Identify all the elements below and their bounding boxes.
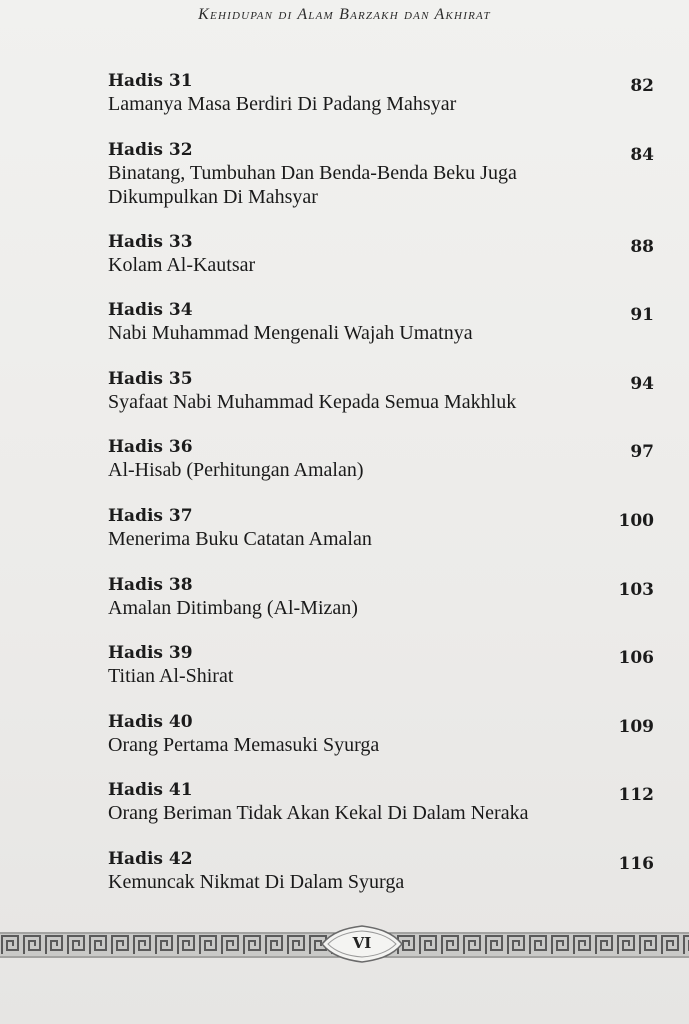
entry-page-number: 94: [630, 373, 654, 394]
entry-title: Hadis 39: [108, 643, 193, 664]
toc-entry: [108, 436, 654, 505]
entry-description: Al-Hisab (Perhitungan Amalan): [108, 459, 364, 482]
entry-title: Hadis 41: [108, 780, 193, 801]
entry-description: Amalan Ditimbang (Al-Mizan): [108, 596, 358, 619]
entry-title: Hadis 31: [108, 71, 193, 91]
table-of-contents: [108, 70, 654, 917]
toc-entry: [108, 779, 654, 848]
entry-description: Orang Beriman Tidak Akan Kekal Di Dalam Neraka: [108, 802, 529, 825]
entry-description: Lamanya Masa Berdiri Di Padang Mahsyar: [108, 93, 457, 115]
entry-title: Hadis 35: [108, 368, 193, 389]
entry-page-number: 106: [618, 648, 654, 669]
entry-description: Kolam Al-Kautsar: [108, 253, 256, 276]
page-folio: VI: [352, 934, 372, 952]
toc-entry: [108, 711, 654, 780]
toc-entry: [108, 574, 654, 643]
entry-description: Kemuncak Nikmat Di Dalam Syurga: [108, 870, 405, 893]
entry-page-number: 100: [618, 510, 654, 531]
toc-entry: [108, 139, 654, 231]
toc-entry: [108, 505, 654, 574]
toc-entry: [108, 299, 654, 368]
entry-page-number: 116: [618, 853, 654, 874]
entry-description: Syafaat Nabi Muhammad Kepada Semua Makhluk: [108, 390, 517, 413]
running-header: Kehidupan di Alam Barzakh dan Akhirat: [198, 6, 491, 23]
entry-page-number: 112: [618, 785, 654, 806]
entry-description: Orang Pertama Memasuki Syurga: [108, 733, 380, 756]
entry-title: Hadis 34: [108, 300, 193, 321]
entry-title: Hadis 37: [108, 505, 193, 526]
entry-description: Titian Al-Shirat: [108, 665, 234, 688]
entry-description: Nabi Muhammad Mengenali Wajah Umatnya: [108, 322, 473, 345]
entry-page-number: 91: [630, 305, 654, 326]
entry-title: Hadis 33: [108, 231, 193, 252]
entry-page-number: 88: [630, 236, 654, 257]
entry-title: Hadis 40: [108, 711, 193, 732]
entry-title: Hadis 38: [108, 574, 193, 595]
toc-entry: [108, 848, 654, 917]
entry-title: Hadis 42: [108, 848, 193, 869]
toc-entry: [108, 642, 654, 711]
toc-entry: [108, 70, 654, 139]
toc-entry: [108, 231, 654, 300]
entry-page-number: 84: [630, 144, 654, 165]
entry-page-number: 103: [618, 579, 654, 600]
entry-title: Hadis 32: [108, 139, 193, 160]
entry-page-number: 109: [618, 716, 654, 737]
entry-page-number: 97: [630, 442, 654, 463]
entry-title: Hadis 36: [108, 437, 193, 458]
entry-description: Binatang, Tumbuhan Dan Benda-Benda Beku Juga Dikumpulkan Di Mahsyar: [108, 161, 517, 208]
entry-description: Menerima Buku Catatan Amalan: [108, 527, 372, 550]
toc-entry: [108, 368, 654, 437]
entry-page-number: 82: [630, 76, 654, 96]
